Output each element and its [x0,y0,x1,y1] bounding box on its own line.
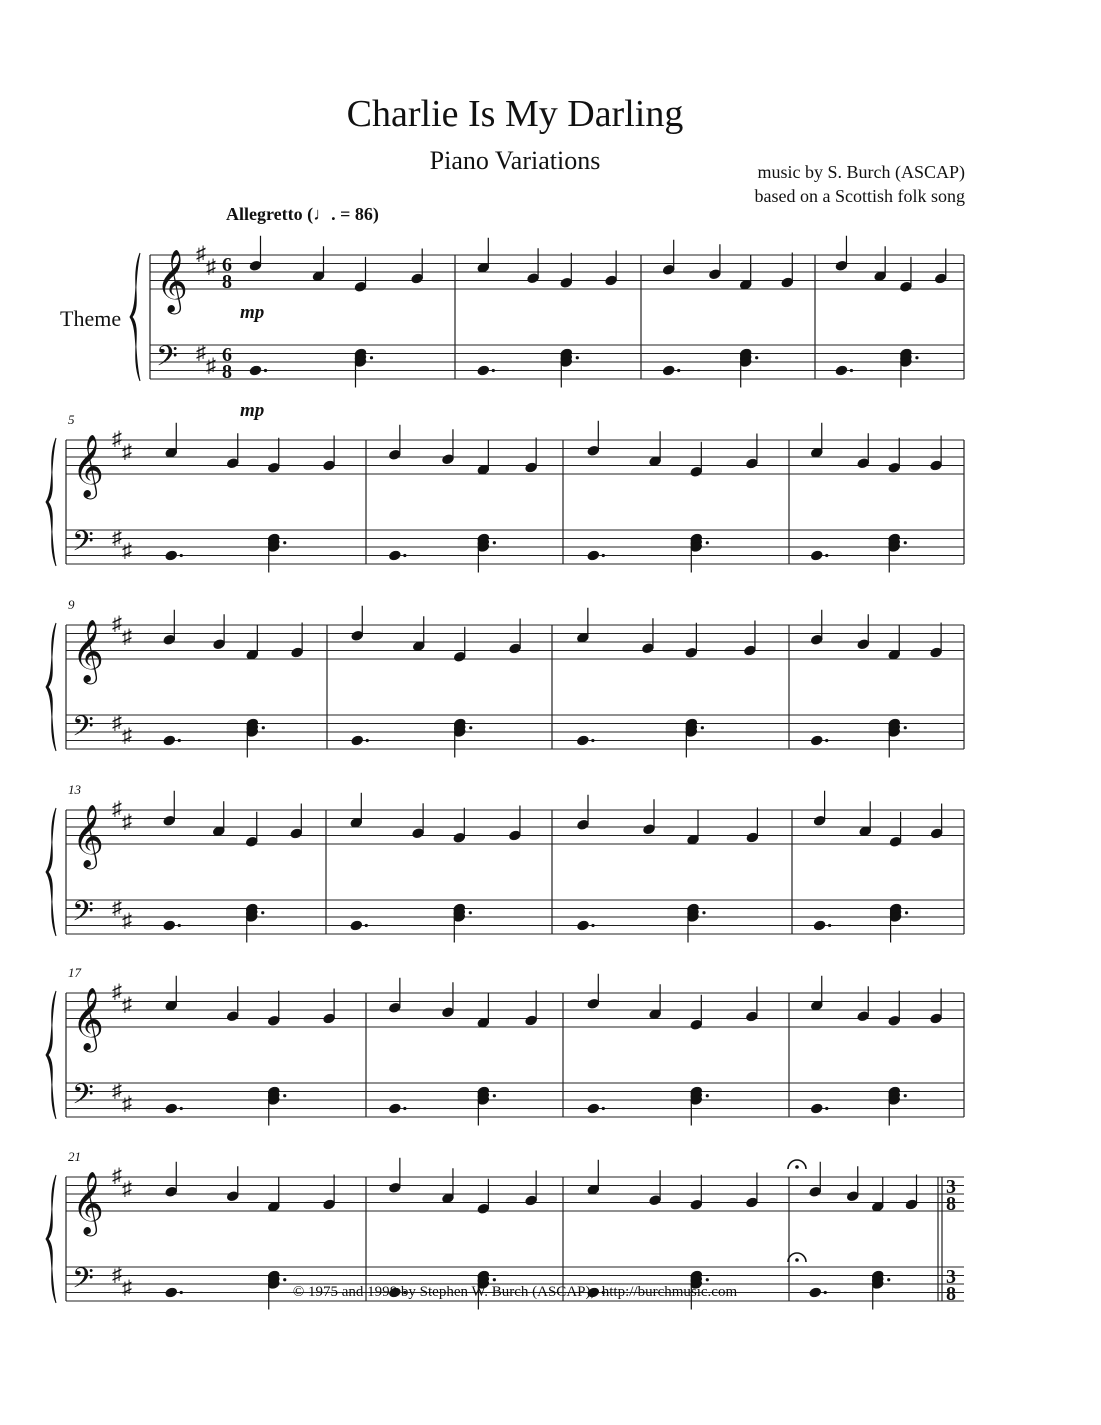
dot [493,541,496,544]
dot [492,369,495,372]
dot [825,739,828,742]
fermata-dot [795,1165,799,1169]
note-head [576,735,590,747]
dot [180,554,183,557]
dot [469,726,472,729]
sharp-icon: ♯ [122,441,132,463]
dot [576,356,579,359]
dot [850,369,853,372]
note-head [388,550,402,562]
dot [706,1278,709,1281]
measure-number: 9 [68,597,75,612]
measure-number: 17 [68,965,81,980]
dot [178,739,181,742]
dot [706,1094,709,1097]
sharp-icon: ♯ [122,910,132,932]
copyright-footer: © 1975 and 1998 by Stephen W. Burch (ASCAP), http://burchmusic.com [292,1284,738,1300]
dot [887,1278,890,1281]
dot [366,739,369,742]
dot [283,1278,286,1281]
dot [261,911,264,914]
dot [677,369,680,372]
sharp-icon: ♯ [206,355,216,377]
note-head [388,1103,402,1115]
fermata-dot [795,1258,799,1262]
dot [602,554,605,557]
bass-clef-icon: 𝄢 [72,525,94,565]
note-head [163,735,177,747]
sharp-icon: ♯ [112,712,122,734]
note-head [662,365,676,377]
dot [283,541,286,544]
sharp-icon: ♯ [112,428,122,450]
dot [262,726,265,729]
note-head [249,365,263,377]
brace-icon [46,808,56,936]
measure-number: 5 [68,412,75,427]
source-line: based on a Scottish folk song [754,186,965,206]
time-signature-bottom: 8 [946,1193,956,1215]
time-signature-top: 6 [222,254,232,276]
sharp-icon: ♯ [122,626,132,648]
brace-icon [46,438,56,566]
measure-number: 13 [68,782,81,797]
dot [591,924,594,927]
dot [904,1094,907,1097]
treble-clef-icon: 𝄞 [72,1171,104,1234]
treble-clef-icon: 𝄞 [72,434,104,497]
sharp-icon: ♯ [112,1080,122,1102]
note-head [162,920,176,932]
dot [755,356,758,359]
dot [283,1094,286,1097]
note-head [164,1103,178,1115]
treble-clef-icon: 𝄞 [72,804,104,867]
treble-clef-icon: 𝄞 [72,987,104,1050]
note-head [587,550,601,562]
sharp-icon: ♯ [112,613,122,635]
time-signature-top: 3 [946,1266,956,1288]
dot [905,911,908,914]
sharp-icon: ♯ [122,1178,132,1200]
dot [602,1107,605,1110]
dot [403,1107,406,1110]
sharp-icon: ♯ [112,527,122,549]
brace-icon [46,991,56,1119]
note-head [813,920,827,932]
time-signature-top: 6 [222,344,232,366]
note-head [164,550,178,562]
sharp-icon: ♯ [122,1277,132,1299]
dot [493,1094,496,1097]
dot [828,924,831,927]
brace-icon [130,253,140,381]
tempo-suffix: = 86) [335,204,379,224]
sharp-icon: ♯ [122,725,132,747]
note-head [576,920,590,932]
brace-icon [46,623,56,751]
bass-clef-icon: 𝄢 [72,895,94,935]
treble-clef-icon: 𝄞 [156,249,188,312]
dot [591,739,594,742]
note-head [350,920,364,932]
sharp-icon: ♯ [196,243,206,265]
dot [825,1107,828,1110]
dot [706,541,709,544]
dot [180,1107,183,1110]
sharp-icon: ♯ [122,994,132,1016]
dynamic-marking: mp [240,400,265,421]
sharp-icon: ♯ [196,342,206,364]
composer-line: music by S. Burch (ASCAP) [757,162,965,182]
sharp-icon: ♯ [112,798,122,820]
instrument-label: Theme [60,306,122,331]
note-head [810,735,824,747]
time-signature-bottom: 8 [222,271,232,293]
dot [370,356,373,359]
dot [825,554,828,557]
dot [264,369,267,372]
measure-number: 21 [68,1149,81,1164]
dot [915,356,918,359]
bass-clef-icon: 𝄢 [72,1262,94,1302]
note-head [810,550,824,562]
bass-clef-icon: 𝄢 [72,1078,94,1118]
sharp-icon: ♯ [112,981,122,1003]
dot [469,911,472,914]
sharp-icon: ♯ [122,540,132,562]
treble-clef-icon: 𝄞 [72,619,104,682]
sharp-icon: ♯ [112,1264,122,1286]
dynamic-marking: mp [240,302,265,323]
dot [403,554,406,557]
time-signature-bottom: 8 [222,361,232,383]
piece-title: Charlie Is My Darling [346,93,684,135]
dotted-quarter-icon: ♩. [313,204,336,224]
time-signature-top: 3 [946,1176,956,1198]
dot [904,541,907,544]
note-head [350,735,364,747]
sharp-icon: ♯ [122,811,132,833]
sharp-icon: ♯ [122,1093,132,1115]
dot [904,726,907,729]
note-head [810,1103,824,1115]
dot [702,911,705,914]
dot [178,924,181,927]
note-head [835,365,849,377]
time-signature-bottom: 8 [946,1283,956,1305]
note-head [587,1103,601,1115]
sharp-icon: ♯ [112,1165,122,1187]
bass-clef-icon: 𝄢 [72,710,94,750]
sharp-icon: ♯ [112,897,122,919]
note-head [477,365,491,377]
tempo-prefix: Allegretto ( [226,204,314,224]
dot [493,1278,496,1281]
bass-clef-icon: 𝄢 [156,340,178,380]
piece-subtitle: Piano Variations [429,146,601,175]
dot [701,726,704,729]
dot [365,924,368,927]
sharp-icon: ♯ [206,256,216,278]
